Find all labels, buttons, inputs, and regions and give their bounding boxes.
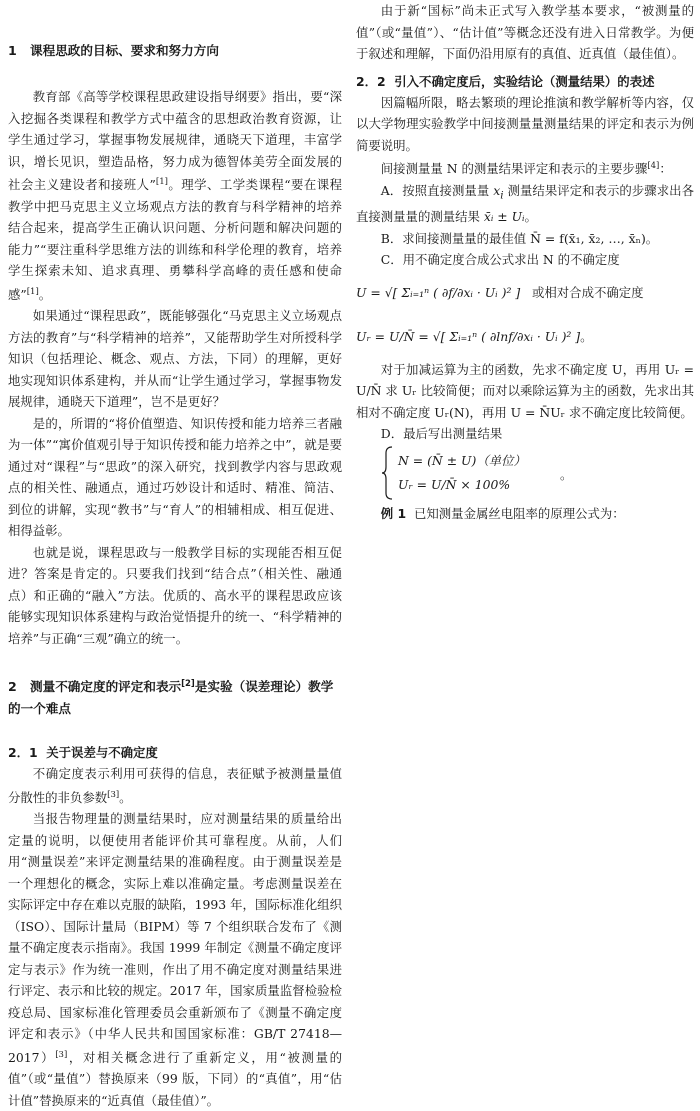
- paragraph: 不确定度表示利用可获得的信息，表征赋予被测量量值分散性的非负参数[3]。: [8, 766, 342, 805]
- equation-text: Uᵣ = U/N̄ = √[ Σᵢ₌₁ⁿ ( ∂lnf/∂xᵢ · Uᵢ )² ]: [356, 328, 581, 344]
- paragraph: 由于新“国标”尚未正式写入教学基本要求，“被测量的值”（或“量值”）、“估计值”等概念还没有进入日常教学。为便于叙述和理解，下面仍沿用原有的真值、近真值（最佳值）。: [356, 3, 694, 61]
- result-line: Uᵣ = U/N̄ × 100%: [398, 476, 511, 492]
- paragraph: 如果通过“课程思政”，既能够强化“马克思主义立场观点方法的教育”与“科学精神的培养”，又能帮助学生对所授科学知识（包括理论、概念、观点、方法，下同）的理解，更好地实现知识体系建构，并从而“让学生通过学习，掌握事物发展规律，通晓天下道理”，岂不是更好？: [8, 308, 342, 409]
- paragraph: 对于加减运算为主的函数，先求不确定度 U，再用 Uᵣ = U/N̄ 求 Uᵣ 比较简便；而对以乘除运算为主的函数，先求出其相对不确定度 Uᵣ(N)，再用 U = N̄Uᵣ 求不确定度比较简便。: [356, 361, 694, 420]
- citation: [1]: [155, 177, 168, 187]
- subsection-number: 2．1: [8, 745, 38, 760]
- step-a: A．按照直接测量量 $x_i$ 测量结果评定和表示的步骤求出各直接测量量的测量结果 x̄ᵢ ± Uᵢ。: [356, 182, 694, 225]
- paragraph: 间接测量量 N 的测量结果评定和表示的主要步骤[4]：: [380, 161, 672, 176]
- section-title: 课程思政的目标、要求和努力方向: [30, 43, 219, 58]
- subsection-title: 引入不确定度后，实验结论（测量结果）的表述: [394, 73, 655, 89]
- citation: [4]: [647, 161, 660, 171]
- paragraph: 也就是说，课程思政与一般教学目标的实现能否相互促进？答案是肯定的。只要我们找到“结合点”（相关性、融通点）和正确的“融入”方法。优质的、高水平的课程思政应该能够实现知识体系建构与政治觉悟提升的统一、“科学精神的培养”与正确“三观”确立的统一。: [8, 544, 342, 646]
- right-column: [356, 0, 694, 524]
- example-label: 例 1: [380, 505, 407, 521]
- subsection-title: 关于误差与不确定度: [46, 745, 158, 760]
- citation: [1]: [26, 286, 39, 297]
- punct: 。: [560, 466, 573, 482]
- paragraph: 是的，所谓的“将价值塑造、知识传授和能力培养三者融为一体”“寓价值观引导于知识传授和能力培养之中”，就是要通过对“课程”与“思政”的深入研究，找到教学内容与思政观点的相关性、融通点，通过巧妙设计和适时、精准、简洁、到位的讲解，实现“教书”与“育人”的相辅相成、相互促进、相得益彰。: [8, 415, 342, 538]
- step-b: B．求间接测量量的最佳值 N̄ = f(x̄₁, x̄₂, …, x̄ₙ)。: [380, 230, 659, 246]
- paragraph: 当报告物理量的测量结果时，应对测量结果的质量给出定量的说明，以便使用者能评价其可靠程度。从前，人们用“测量误差”来评定测量结果的准确程度。由于测量误差是一个理想化的概念，实际上难以准确定量。考虑测量误差在实际评定中存在难以克服的缺陷，1993 年，国际标准化组织（ISO）、国际计量局（BIPM）等 7 个组织联合发布了《测量不确定度表示指南》。我国 1999 年制定《测量不确定度评定与表示》作为统一准则，作出了用不确定度对测量结果进行评定、表示和比较的规定。2017 年，国家质量监督检验检疫总局、国家标准化管理委员会重新颁布了《测量不确定度评定和表示》（中华人民共和国国家标准：GB/T 27418—2017）[3]，对相关概念进行了重新定义，用“被测量的值”（或“量值”）替换原来（99 版，下同）的“真值”，用“估计值”替换原来的“近真值（最佳值）”。: [8, 811, 342, 1108]
- citation: [3]: [107, 789, 120, 800]
- step-c: C．用不确定度合成公式求出 N 的不确定度: [380, 252, 620, 268]
- result-equations: [380, 445, 694, 503]
- section-number: 2: [8, 679, 17, 694]
- subsection-2-2-heading: [356, 71, 694, 92]
- result-line: N = (N̄ ± U)（单位）: [398, 452, 526, 468]
- equation-text: U = √[ Σᵢ₌₁ⁿ ( ∂f/∂xᵢ · Uᵢ )² ]: [356, 284, 521, 300]
- section-number: 1: [8, 43, 17, 58]
- equation-u: [356, 271, 694, 315]
- example-1: 例 1 已知测量金属丝电阻率的原理公式为：: [380, 505, 625, 521]
- citation: [3]: [55, 1049, 68, 1060]
- left-brace-icon: [380, 445, 394, 501]
- subsection-2-1-heading: [8, 742, 342, 763]
- section-1-heading: [8, 40, 342, 62]
- paragraph: 因篇幅所限，略去繁琐的理论推演和教学解析等内容，仅以大学物理实验教学中间接测量量测量结果的评定和表示为例简要说明。: [356, 94, 694, 153]
- equation-note: 或相对合成不确定度: [532, 284, 644, 300]
- subsection-number: 2．2: [356, 73, 386, 89]
- equation-ur: Uᵣ = U/N̄ = √[ Σᵢ₌₁ⁿ ( ∂lnf/∂xᵢ · Uᵢ )² ]。: [356, 328, 593, 344]
- section-2-heading: [8, 673, 342, 720]
- citation: [2]: [181, 679, 195, 689]
- section-title: 测量不确定度的评定和表示: [30, 679, 182, 694]
- left-column: [8, 0, 342, 1111]
- section-title-cont: 是实验（误差理论）教学的一个难点: [8, 679, 334, 716]
- paragraph: 教育部《高等学校课程思政建设指导纲要》指出，要“深入挖掘各类课程和教学方式中蕴含的思想政治教育资源，让学生通过学习，掌握事物发展规律，通晓天下道理，丰富学识，增长见识，塑造品格，努力成为德智体美劳全面发展的社会主义建设者和接班人”[1]。理学、工学类课程“要在课程教学中把马克思主义立场观点方法的教育与科学精神的培养结合起来，提高学生正确认识问题、分析问题和解决问题的能力”“要注重科学思维方法的训练和科学伦理的教育，培养学生探索未知、追求真理、勇攀科学高峰的责任感和使命感”[1]。: [8, 89, 342, 302]
- step-d: D．最后写出测量结果: [380, 426, 503, 442]
